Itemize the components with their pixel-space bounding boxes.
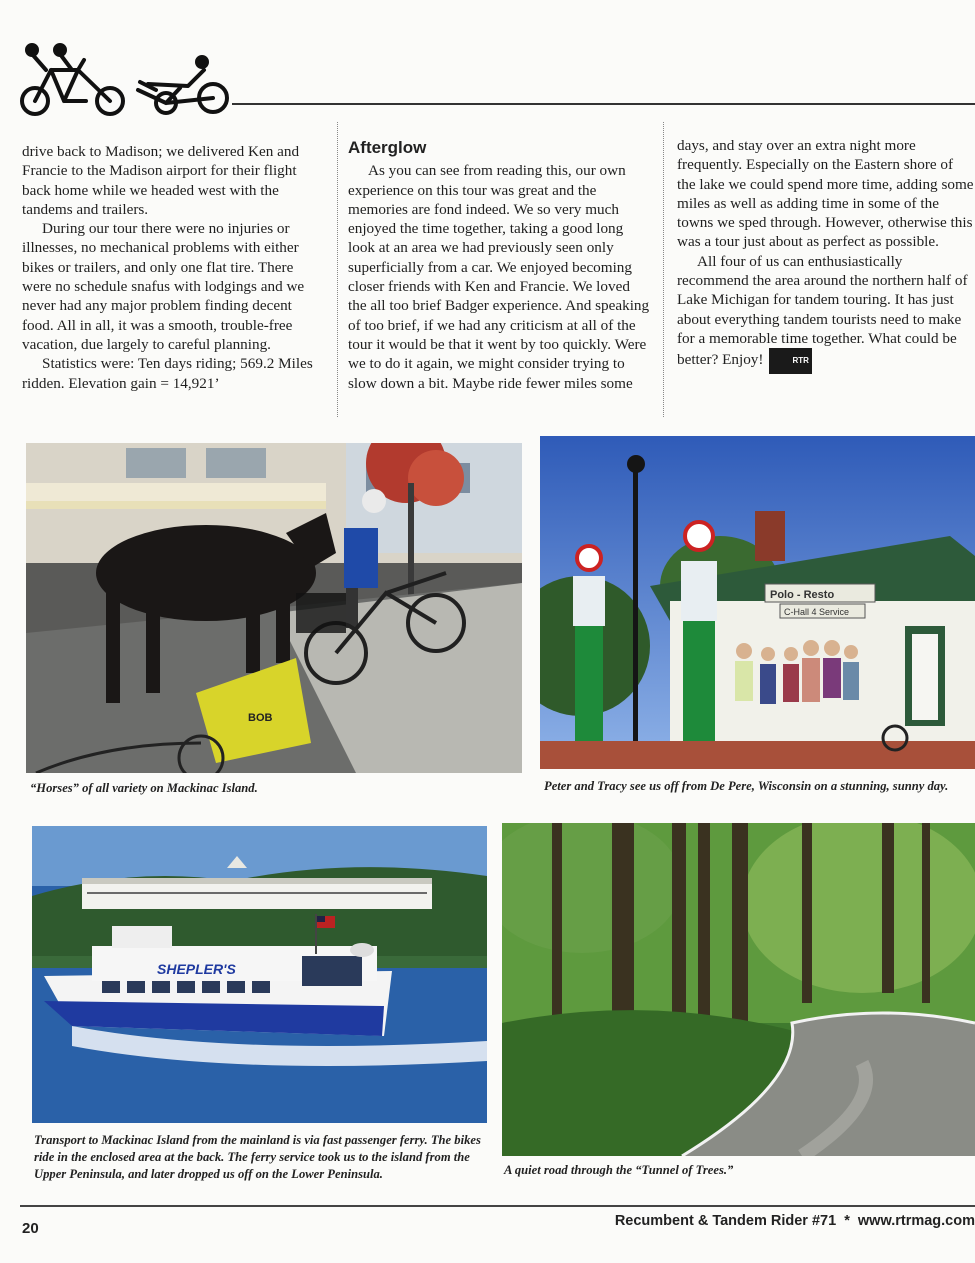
footer-rule xyxy=(20,1205,975,1207)
section-heading: Afterglow xyxy=(348,138,427,157)
paragraph-text: All four of us can enthusiastically recommend the area around the northern half of Lake Michigan for tandem touring. It has just about everything tandem tourists need to make for a memorable time together. What could be better? Enjoy! xyxy=(677,252,968,369)
article-column-1 xyxy=(22,142,325,393)
photo-caption: Peter and Tracy see us off from De Pere, Wisconsin on a stunning, sunny day. xyxy=(544,779,949,793)
bicycle-logo-icon xyxy=(16,40,231,118)
paragraph: As you can see from reading this, our own experience on this tour was great and the memories are fond indeed. We so very much enjoyed the time together, taking a good long look at an area we had previously seen only superficially from a car. We enjoyed becoming closer friends with Ken and Francie. We loved the all too brief Badger experience. And speaking of too brief, if we had any criticism at all of the tour it would be that it went by too quickly. Were we to do it again, we might consider trying to slow down a bit. Maybe ride fewer miles some xyxy=(348,162,650,392)
header-rule xyxy=(232,103,975,105)
photo-ferry xyxy=(32,826,487,1123)
photo-caption: A quiet road through the “Tunnel of Trees.” xyxy=(504,1163,734,1177)
column-divider xyxy=(663,122,664,417)
magazine-footer: Recumbent & Tandem Rider #71 * www.rtrmag.com xyxy=(614,1213,975,1229)
paragraph: days, and stay over an extra night more frequently. Especially on the Eastern shore of the lake we could spend more time, adding some miles as well as adding time in some of the towns we sped through. However, otherwise this was a tour just about as perfect as possible. xyxy=(677,137,974,251)
column-divider xyxy=(337,122,338,417)
photo-tunnel-of-trees xyxy=(502,823,975,1156)
paragraph: During our tour there were no injuries or illnesses, no mechanical problems with either bikes or trailers, and only one flat tire. There were no schedule snafus with lodgings and we never had any major problem finding decent food. All in all, it was a smooth, trouble-free vacation, due largely to careful planning. xyxy=(22,220,305,353)
article-column-3 xyxy=(677,136,975,374)
bag-logo-text: BOB xyxy=(248,712,273,724)
sign-text: C-Hall 4 Service xyxy=(784,607,850,617)
rtr-end-mark: RTR xyxy=(769,348,811,373)
paragraph: Statistics were: Ten days riding; 569.2 Miles ridden. Elevation gain = 14,921’ xyxy=(22,355,313,392)
page-number: 20 xyxy=(22,1220,39,1237)
photo-horses xyxy=(26,443,522,773)
photo-caption: Transport to Mackinac Island from the mainland is via fast passenger ferry. The bikes ride in the enclosed area at the back. The ferry service took us to the island from the Upper Peninsula, and later dropped us off on the Lower Peninsula. xyxy=(34,1133,481,1181)
photo-gas-station xyxy=(540,436,975,769)
paragraph: drive back to Madison; we delivered Ken and Francie to the Madison airport for their flight back home while we headed west with the tandems and trailers. xyxy=(22,143,300,218)
photo-caption: “Horses” of all variety on Mackinac Island. xyxy=(30,781,258,795)
article-column-2 xyxy=(348,138,650,393)
paragraph xyxy=(677,252,975,374)
boat-name-text: SHEPLER'S xyxy=(157,961,236,977)
sign-text: Polo - Resto xyxy=(770,589,835,601)
